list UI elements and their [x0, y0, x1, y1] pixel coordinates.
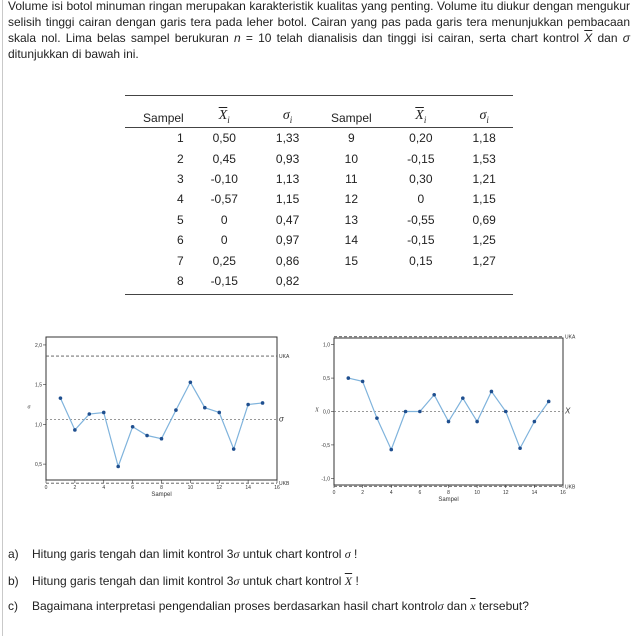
- table-cell: 1,53: [472, 151, 496, 166]
- sigma-control-chart: [28, 331, 298, 506]
- question-text: Bagaimana interpretasi pengendalian proses berdasarkan hasil chart kontrol: [32, 599, 438, 613]
- x-tick-label: 0: [44, 485, 48, 491]
- table-cell: 11: [345, 171, 358, 186]
- question-tail: !: [354, 547, 358, 561]
- question-c: [8, 599, 529, 614]
- table-row: [125, 250, 513, 270]
- data-point: [375, 416, 379, 420]
- x-axis-label: Sampel: [438, 497, 459, 503]
- intro-paragraph: [8, 0, 630, 62]
- table-cell: 9: [348, 131, 355, 146]
- table-cell: 0,50: [212, 131, 236, 146]
- sigma-symbol: σ: [622, 31, 630, 45]
- table-cell: 7: [177, 253, 184, 268]
- data-point: [533, 420, 537, 424]
- question-text: untuk chart kontrol: [242, 547, 342, 561]
- data-point: [160, 437, 164, 441]
- table-cell: -0,15: [407, 233, 435, 248]
- table-cell: 10: [344, 151, 359, 166]
- table-cell: 5: [177, 212, 184, 227]
- table-row: [125, 271, 513, 295]
- data-point: [88, 412, 92, 416]
- data-point: [102, 411, 106, 415]
- table-cell: 14: [344, 233, 359, 248]
- x-tick-label: 14: [531, 490, 538, 496]
- sample-table: [125, 95, 513, 295]
- data-point: [116, 465, 120, 469]
- y-tick-label: 1,5: [35, 382, 42, 389]
- data-point: [174, 408, 178, 412]
- table-row: [125, 210, 513, 230]
- table-cell: 12: [344, 192, 359, 207]
- sigma-symbol: σ: [233, 574, 240, 588]
- x-tick-label: 16: [560, 490, 566, 496]
- data-point: [347, 376, 351, 380]
- table-cell: -0,15: [190, 271, 259, 295]
- table-row: [125, 189, 513, 209]
- question-b: [8, 574, 359, 589]
- header-sample-2: Sampel: [316, 96, 386, 128]
- plot-frame: [334, 338, 563, 485]
- data-point: [447, 420, 451, 424]
- table-cell: 1,21: [472, 171, 496, 186]
- table-header-row: [125, 96, 513, 128]
- table-cell: 4: [177, 192, 184, 207]
- table-cell: 1,15: [275, 192, 300, 207]
- data-point: [131, 425, 135, 429]
- table-row: [125, 169, 513, 189]
- data-point: [389, 448, 393, 452]
- data-point: [145, 434, 149, 438]
- chart-symbol: $\overline{x}$: [470, 599, 476, 613]
- intro-text-2: = 10 telah dianalisis dan tinggi isi cairan, serta chart kontrol: [245, 31, 580, 45]
- table-cell: 8: [125, 271, 190, 295]
- table-cell: 15: [344, 253, 359, 268]
- chart-symbol: $\overline{X}$: [344, 574, 353, 588]
- table-cell: 1,15: [472, 192, 496, 207]
- data-point: [232, 447, 236, 451]
- intro-text-3: dan: [597, 31, 618, 45]
- question-label: a): [8, 547, 19, 561]
- table-cell: 1,13: [275, 171, 300, 186]
- question-tail: tersebut?: [478, 599, 529, 613]
- table-cell: 1: [177, 131, 184, 146]
- table-cell: 0,86: [275, 253, 300, 268]
- data-point: [432, 393, 436, 397]
- x-tick-label: 6: [131, 485, 135, 491]
- table-cell: -0,15: [407, 151, 435, 166]
- data-point: [261, 401, 265, 405]
- x-tick-label: 6: [418, 490, 422, 496]
- table-cell: 0,47: [275, 212, 300, 227]
- x-tick-label: 10: [474, 490, 480, 496]
- y-tick-label: 0,0: [323, 409, 330, 416]
- intro-text-1: Volume isi botol minuman ringan merupakan karakteristik kualitas yang penting. Volume itu diukur dengan mengukur selisih tinggi cairan dengan garis tera pada leher botol. Cairan yang pas pada garis tera menunjukkan pembacaan skala nol. Lima belas sampel berukuran: [8, 0, 630, 45]
- sigma-symbol: σ: [437, 599, 444, 613]
- table-cell: 1,27: [472, 253, 496, 268]
- limit-label-lcl: UKB: [279, 481, 290, 488]
- table-cell: [316, 271, 386, 295]
- table-cell: 0,45: [212, 151, 236, 166]
- x-tick-label: 12: [502, 490, 509, 496]
- x-tick-label: 14: [245, 485, 251, 491]
- series-line: [348, 378, 548, 449]
- data-point: [461, 396, 465, 400]
- limit-label-ucl: UKA: [279, 354, 290, 361]
- header-xbar-1: $\overline{X}_i$: [190, 96, 259, 128]
- table-cell: 3: [177, 171, 184, 186]
- x-tick-label: 10: [187, 485, 194, 491]
- plot-frame: [46, 337, 277, 480]
- table-row: [125, 230, 513, 250]
- table-cell: -0,10: [210, 171, 238, 186]
- table-cell: -0,57: [210, 192, 238, 207]
- table-cell: 0,20: [409, 131, 433, 146]
- table-cell: 0,82: [259, 271, 317, 295]
- table-cell: 13: [344, 212, 359, 227]
- table-cell: 1,25: [472, 233, 496, 248]
- x-tick-label: 4: [102, 485, 106, 491]
- data-point: [504, 410, 508, 414]
- question-text: Hitung garis tengah dan limit kontrol 3: [32, 547, 234, 561]
- question-text: Hitung garis tengah dan limit kontrol 3: [32, 574, 234, 588]
- data-point: [547, 400, 551, 404]
- data-point: [404, 410, 408, 414]
- table-cell: 0,25: [212, 253, 236, 268]
- limit-label-center: σ: [279, 414, 284, 424]
- data-point: [217, 411, 221, 415]
- table-row: [125, 148, 513, 168]
- data-point: [203, 406, 207, 410]
- x-tick-label: 16: [274, 485, 280, 491]
- table-cell: 0: [220, 233, 228, 248]
- header-sigma-1: $\sigma_i$: [259, 96, 317, 128]
- limit-label-center: X: [565, 406, 571, 416]
- question-tail: !: [355, 574, 359, 588]
- x-tick-label: 12: [216, 485, 223, 491]
- x-tick-label: 0: [332, 490, 336, 496]
- limit-label-ucl: UKA: [565, 334, 576, 341]
- data-point: [246, 403, 250, 407]
- data-point: [490, 390, 494, 394]
- y-tick-label: -1,0: [321, 476, 330, 483]
- limit-label-lcl: UKB: [565, 484, 576, 491]
- table-cell: 0: [417, 192, 425, 207]
- chart-symbol: σ: [344, 547, 351, 561]
- y-tick-label: 0,5: [35, 462, 42, 469]
- data-point: [361, 380, 365, 384]
- question-label: c): [8, 599, 18, 613]
- n-symbol: n: [233, 31, 241, 45]
- table-cell: -0,55: [407, 212, 435, 227]
- table-row: [125, 128, 513, 149]
- x-tick-label: 8: [160, 485, 163, 491]
- y-tick-label: 1,0: [35, 422, 42, 429]
- question-a: [8, 547, 357, 562]
- data-point: [189, 380, 193, 384]
- x-tick-label: 2: [73, 485, 77, 491]
- data-point: [518, 446, 522, 450]
- data-point: [475, 420, 479, 424]
- question-label: b): [8, 574, 19, 588]
- table-cell: 6: [177, 233, 184, 248]
- header-sigma-2: $\sigma_i$: [455, 96, 513, 128]
- y-tick-label: 1,0: [323, 342, 330, 349]
- xbar-control-chart: [310, 331, 590, 511]
- x-tick-label: 2: [361, 490, 365, 496]
- table-cell: 1,18: [472, 131, 496, 146]
- table-cell: 2: [177, 151, 184, 166]
- y-axis-label: X: [315, 407, 319, 414]
- data-point: [418, 410, 422, 414]
- y-axis-label: σ: [27, 404, 31, 411]
- x-tick-label: 4: [389, 490, 393, 496]
- series-line: [60, 382, 262, 466]
- y-tick-label: -0,5: [321, 442, 330, 449]
- table-cell: 0,97: [275, 233, 300, 248]
- data-point: [73, 428, 77, 432]
- xbar-symbol: $\overline{X}$: [584, 31, 593, 45]
- table-cell: [386, 271, 455, 295]
- intro-text-4: ditunjukkan di bawah ini.: [8, 47, 139, 61]
- x-tick-label: 8: [447, 490, 450, 496]
- table-cell: 0,15: [409, 253, 433, 268]
- table-cell: 0,69: [472, 212, 496, 227]
- table-cell: 0,30: [409, 171, 433, 186]
- y-tick-label: 2,0: [35, 342, 42, 349]
- table-cell: [455, 271, 513, 295]
- sigma-symbol: σ: [233, 547, 240, 561]
- data-point: [59, 396, 63, 400]
- question-text: untuk chart kontrol: [242, 574, 342, 588]
- header-sample-1: Sampel: [125, 96, 190, 128]
- table-cell: 1,33: [275, 131, 300, 146]
- table-cell: 0,93: [275, 151, 300, 166]
- x-axis-label: Sampel: [151, 492, 172, 498]
- question-text: dan: [446, 599, 467, 613]
- table-cell: 0: [220, 212, 228, 227]
- page-left-border: [2, 0, 3, 636]
- y-tick-label: 0,5: [323, 376, 330, 383]
- header-xbar-2: $\overline{X}_i$: [386, 96, 455, 128]
